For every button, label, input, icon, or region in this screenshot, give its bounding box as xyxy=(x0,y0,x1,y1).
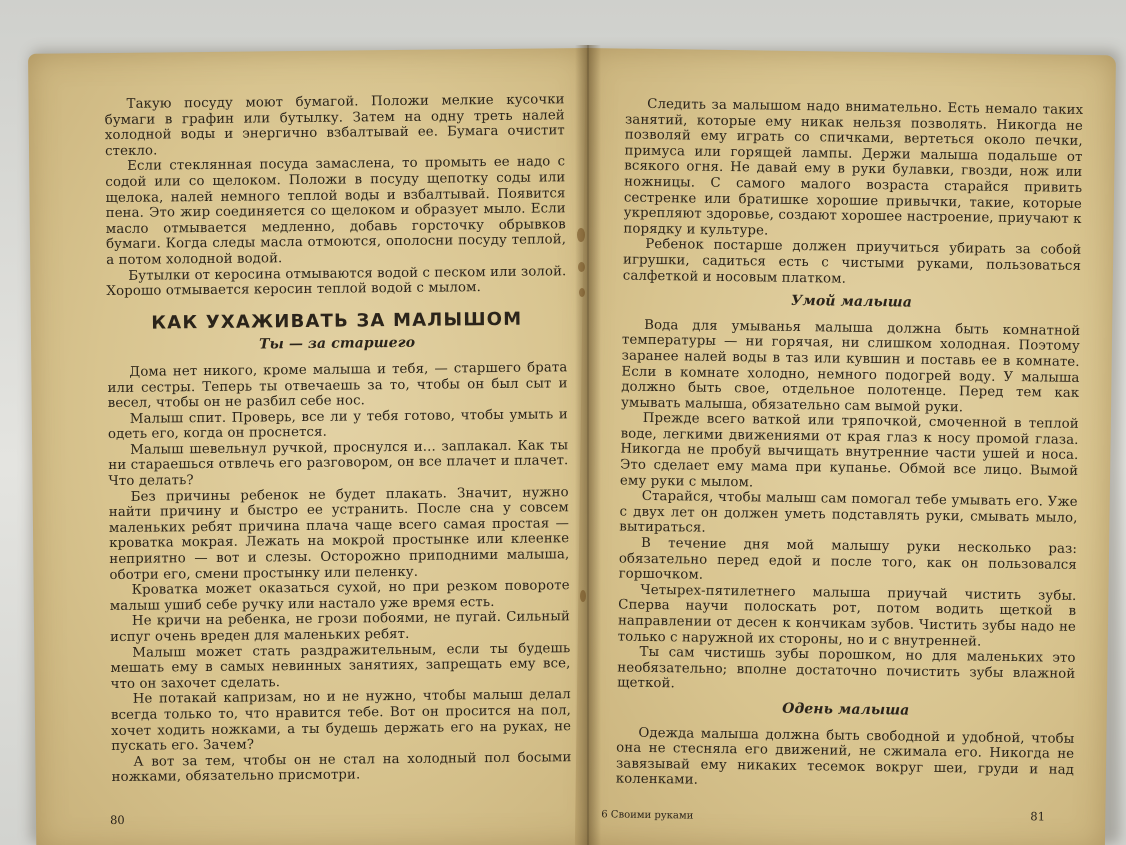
section-subheading: Ты — за старшего xyxy=(258,335,416,353)
paragraph: Кроватка может оказаться сухой, но при резком повороте малыш ушиб себе ручку или настало уже время есть. xyxy=(109,578,570,614)
chapter-heading: КАК УХАЖИВАТЬ ЗА МАЛЫШОМ xyxy=(151,308,523,334)
book-gutter xyxy=(575,45,601,845)
stain xyxy=(580,590,586,602)
paragraph: Малыш спит. Проверь, все ли у тебя готово, чтобы умыть и одеть его, когда он проснется. xyxy=(107,406,568,443)
paragraph: Без причины ребенок не будет плакать. Значит, нужно найти причину и быстро ее устранить. После сна у совсем маленьких ребят причина плача чаще всего самая простая — кроватка мокрая. Лежать на мокрой простынке или клеенке неприятно — вот и слезы. Осторожно приподними малыша, оботри его, смени простынку или пеленку. xyxy=(108,484,570,583)
paragraph: Не кричи на ребенка, не грози побоями, не пугай. Сильный испуг очень вреден для маленьких ребят. xyxy=(110,609,571,646)
section-subheading: Одень малыша xyxy=(782,700,910,719)
paragraph: Ты сам чистишь зубы порошком, но для маленьких это необязательно; вполне достаточно почистить зубы влажной щеткой. xyxy=(617,644,1076,692)
left-page-text-column xyxy=(104,92,571,786)
paragraph: А вот за тем, чтобы он не стал на холодный пол босыми ножками, обязательно присмотри. xyxy=(111,749,572,786)
stain xyxy=(579,288,585,297)
paragraph: В течение дня мой малышу руки несколько раз: обязательно перед едой и после того, как он пользовался горшочком. xyxy=(618,535,1078,583)
left-page xyxy=(28,48,596,845)
paragraph: Малыш шевельнул ручкой, проснулся и... заплакал. Как ты ни стараешься отвлечь его разговором, он все плачет и плачет. Что делать? xyxy=(108,438,569,490)
paragraph: Ребенок постарше должен приучиться убирать за собой игрушки, садиться есть с чистыми руками, пользоваться салфеткой и носовым платком. xyxy=(622,237,1082,287)
paragraph: Малыш может стать раздражительным, если ты будешь мешать ему в самых невинных занятиях, запрещать ему все, что он захочет сделать. xyxy=(110,640,571,692)
stain xyxy=(578,262,585,272)
right-page xyxy=(575,48,1116,845)
paragraph: Такую посуду моют бумагой. Положи мелкие кусочки бумаги в графин или бутылку. Затем на одну треть налей холодной воды и энергично взбалтывай ее. Бумага очистит стекло. xyxy=(104,92,565,159)
page-number: 81 xyxy=(1030,809,1046,824)
stain xyxy=(577,228,585,242)
paragraph: Бутылки от керосина отмываются водой с песком или золой. Хорошо отмывается керосин теплой водой с мылом. xyxy=(106,263,567,300)
paragraph: Вода для умыванья малыша должна быть комнатной температуры — ни горячая, ни слишком холодная. Поэтому заранее налей воды в таз или кувшин и поставь ее в комнате. Если в комнате холодно, немного подогрей воду. У малыша должно быть свое, отдельное полотенце. Перед тем как умывать малыша, обязательно сам вымой руки. xyxy=(620,317,1081,415)
paragraph: Не потакай капризам, но и не нужно, чтобы малыш делал всегда только то, что нравится тебе. Вот он просится на пол, хочет ходить ножками, а ты будешь держать его на руках, не пускать его. Зачем? xyxy=(110,687,572,755)
page-number: 80 xyxy=(109,812,125,828)
paragraph: Дома нет никого, кроме малыша и тебя, — старшего брата или сестры. Теперь ты отвечаешь за то, чтобы он был сыт и весел, чтобы он не разбил себе нос. xyxy=(107,360,568,412)
paragraph: Старайся, чтобы малыш сам помогал тебе умывать его. Уже с двух лет он должен уметь подставлять руки, смывать мыло, вытираться. xyxy=(619,489,1078,537)
paragraph: Прежде всего ваткой или тряпочкой, смоченной в теплой воде, легкими движениями от края глаз к носу промой глаза. Никогда не пробуй вычищать внутренние части ушей и носа. Это сделает ему мама при купанье. Обмой все лицо. Вымой ему руки с мылом. xyxy=(619,411,1079,491)
signature-mark: 6 Своими руками xyxy=(601,809,694,822)
right-page-text-column xyxy=(616,97,1084,794)
paragraph: Одежда малыша должна быть свободной и удобной, чтобы она не стесняла его движений, не сжимала его. Никогда не завязывай ему никаких тесемок вокруг шеи, груди и над коленками. xyxy=(615,725,1075,788)
section-subheading: Умой малыша xyxy=(790,293,913,311)
paragraph: Если стеклянная посуда замаслена, то промыть ее надо с содой или со щелоком. Положи в посуду щепотку соды или щелока, налей немного теплой воды и взбалтывай. Появится пена. Это жир соединяется со щелоком и образует мыло. Если масло отмывается медленно, добавь горсточку обрывков бумаги. Когда следы масла отмоются, ополосни посуду теплой, а потом холодной водой. xyxy=(105,154,567,268)
paragraph: Следить за малышом надо внимательно. Есть немало таких занятий, которые ему никак нельзя позволять. Никогда не позволяй ему играть со спичками, вертеться около печки, примуса или горящей лампы. Держи малыша подальше от всякого огня. Не давай ему в руки булавки, гвозди, нож или ножницы. С самого малого возраста старайся привить сестренке или братишке хорошие привычки, такие, которые укрепляют здоровье, создают хорошее настроение, приучают к порядку и культуре. xyxy=(623,96,1084,239)
paragraph: Четырех-пятилетнего малыша приучай чистить зубы. Сперва научи полоскать рот, потом водить щеткой в направлении от десен к кончикам зубов. Чистить зубы надо не только с наружной их стороны, но и с внутренней. xyxy=(617,582,1077,650)
